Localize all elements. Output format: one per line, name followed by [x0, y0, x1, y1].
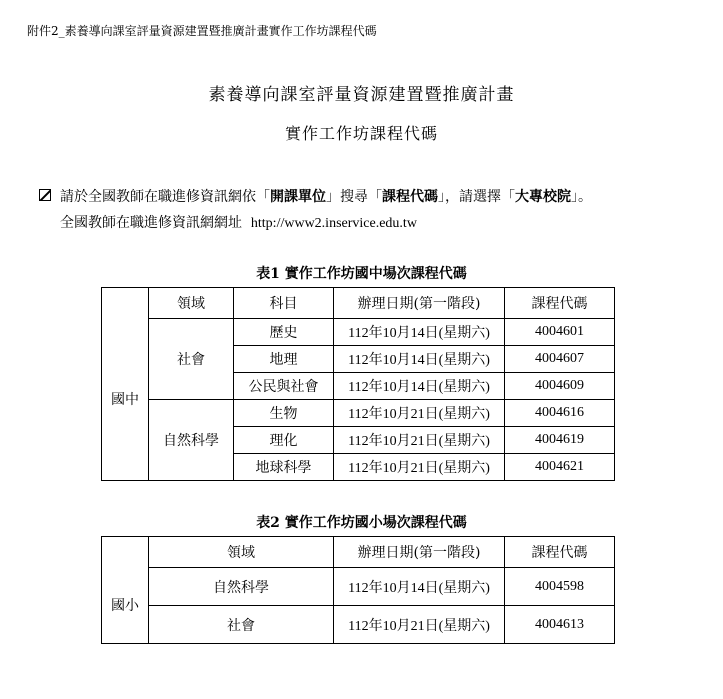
instruction-note	[39, 184, 592, 237]
date-cell: 112年10月21日(星期六)	[334, 400, 505, 427]
bold-keyword-unit: 開課單位	[270, 189, 326, 205]
page-title: 素養導向課室評量資源建置暨推廣計畫	[208, 85, 515, 105]
domain-cell: 社會	[149, 606, 334, 644]
code-cell: 4004601	[505, 319, 615, 346]
code-cell: 4004609	[505, 373, 615, 400]
page-subtitle: 實作工作坊課程代碼	[284, 124, 438, 143]
table-elementary	[101, 536, 615, 644]
header-code: 課程代碼	[505, 537, 615, 568]
bold-keyword-code: 課程代碼	[382, 189, 438, 205]
subject-cell: 理化	[234, 427, 334, 454]
code-cell: 4004613	[505, 606, 615, 644]
domain-cell: 社會	[149, 319, 234, 400]
attachment-label: 附件2_素養導向課室評量資源建置暨推廣計畫實作工作坊課程代碼	[27, 24, 377, 38]
header-subject: 科目	[234, 288, 334, 319]
level-cell: 國中	[102, 319, 149, 481]
table-header-row	[102, 537, 615, 568]
bold-keyword-school: 大專校院	[515, 189, 571, 205]
code-cell: 4004616	[505, 400, 615, 427]
table-row	[102, 319, 615, 346]
code-cell: 4004621	[505, 454, 615, 481]
table2-caption: 表2 實作工作坊國小場次課程代碼	[256, 515, 467, 531]
code-cell: 4004607	[505, 346, 615, 373]
date-cell: 112年10月14日(星期六)	[334, 319, 505, 346]
header-domain: 領域	[149, 288, 234, 319]
table-row	[102, 606, 615, 644]
date-cell: 112年10月14日(星期六)	[334, 373, 505, 400]
header-date: 辦理日期(第一階段)	[334, 537, 505, 568]
subject-cell: 歷史	[234, 319, 334, 346]
code-cell: 4004598	[505, 568, 615, 606]
table-junior-high	[101, 287, 615, 481]
subject-cell: 地理	[234, 346, 334, 373]
code-cell: 4004619	[505, 427, 615, 454]
instruction-line-1: 請於全國教師在職進修資訊網依「開課單位」搜尋「課程代碼」，請選擇「大專校院」。	[39, 184, 592, 210]
date-cell: 112年10月21日(星期六)	[334, 427, 505, 454]
date-cell: 112年10月21日(星期六)	[334, 606, 505, 644]
domain-cell: 自然科學	[149, 400, 234, 481]
checkbox-bullet-icon	[39, 189, 51, 201]
table-header-row	[102, 288, 615, 319]
table-row	[102, 568, 615, 606]
header-domain: 領域	[149, 537, 334, 568]
table1-caption: 表1 實作工作坊國中場次課程代碼	[256, 266, 467, 282]
table-row	[102, 400, 615, 427]
header-code: 課程代碼	[505, 288, 615, 319]
instruction-line-2: 全國教師在職進修資訊網網址 http://www2.inservice.edu.tw	[60, 215, 417, 231]
level-cell: 國小	[102, 568, 149, 644]
subject-cell: 生物	[234, 400, 334, 427]
date-cell: 112年10月14日(星期六)	[334, 346, 505, 373]
subject-cell: 地球科學	[234, 454, 334, 481]
date-cell: 112年10月21日(星期六)	[334, 454, 505, 481]
date-cell: 112年10月14日(星期六)	[334, 568, 505, 606]
subject-cell: 公民與社會	[234, 373, 334, 400]
domain-cell: 自然科學	[149, 568, 334, 606]
website-url[interactable]: http://www2.inservice.edu.tw	[250, 216, 417, 231]
header-date: 辦理日期(第一階段)	[334, 288, 505, 319]
